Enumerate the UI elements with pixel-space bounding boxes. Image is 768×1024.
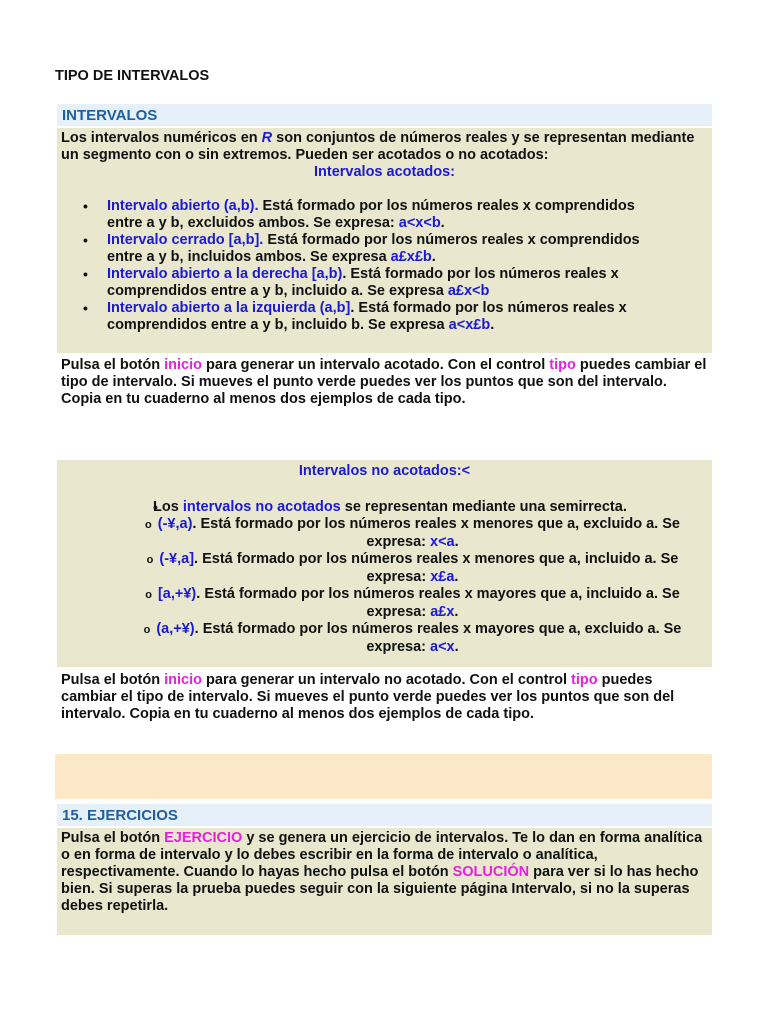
punctuation: .	[454, 569, 459, 585]
instruction-text: Pulsa el botón	[61, 672, 165, 688]
list-item	[57, 198, 672, 232]
interval-expression: a£x	[430, 604, 455, 620]
interval-description: . Está formado por los números reales x mayores que a, incluido a. Se expresa:	[196, 586, 680, 620]
tipo-control-ref: tipo	[549, 357, 576, 373]
ejercicios-text: y se genera un ejercicio de intervalos. Te lo dan en forma analítica o en forma de intervalo y lo debes escribir en la forma de intervalo o analítica, respectivamente. Cuando lo hayas hecho pulsa el botón	[61, 830, 703, 880]
no-acotados-title: Intervalos no acotados:<	[298, 463, 471, 479]
instruction-no-acotados	[61, 672, 709, 723]
interval-name: Intervalo abierto (a,b).	[107, 198, 259, 214]
interval-name: Intervalo abierto a la izquierda (a,b]	[107, 300, 351, 316]
interval-expression: a<x£b	[448, 317, 491, 333]
punctuation: .	[490, 317, 495, 333]
list-item	[57, 266, 672, 300]
acotados-list	[57, 198, 712, 334]
interval-expression: a£x£b	[390, 249, 432, 265]
interval-name: Intervalo cerrado [a,b].	[107, 232, 264, 248]
circle-bullet-icon: o	[146, 554, 154, 566]
ejercicios-text: Pulsa el botón	[61, 830, 165, 846]
circle-bullet-icon: o	[143, 624, 151, 636]
intro-text-2: son conjuntos de números reales y se representan mediante un segmento con o sin extremos. Pueden ser acotados o no acotados:	[61, 130, 695, 163]
applet-placeholder	[55, 754, 712, 799]
interval-name: Intervalo abierto a la derecha [a,b)	[107, 266, 343, 282]
real-set-symbol: R	[261, 130, 273, 146]
list-item	[127, 621, 698, 656]
tipo-control-ref: tipo	[571, 672, 598, 688]
list-item	[127, 499, 712, 516]
punctuation: .	[454, 534, 459, 550]
interval-name: (-¥,a]	[159, 551, 195, 567]
interval-expression: a<x<b	[398, 215, 441, 231]
circle-bullet-icon: o	[145, 519, 152, 531]
acotados-box	[57, 128, 712, 353]
no-acotados-link: intervalos no acotados	[182, 499, 341, 515]
solucion-button-ref: SOLUCIÓN	[452, 864, 530, 880]
interval-name: (-¥,a)	[157, 516, 193, 532]
bullet-text: se representan mediante una semirrecta.	[340, 499, 627, 515]
intro-paragraph	[57, 128, 712, 164]
interval-description: Está formado por los números reales x comprendidos entre a y b, incluidos ambos. Se expresa	[107, 232, 640, 265]
intro-text-1: Los intervalos numéricos en	[61, 130, 262, 146]
no-acotados-box	[57, 460, 712, 667]
list-item	[57, 232, 672, 266]
list-item	[127, 516, 698, 551]
list-item	[57, 300, 672, 334]
inicio-button-ref: inicio	[164, 672, 202, 688]
page-title: TIPO DE INTERVALOS	[55, 68, 210, 84]
interval-name: [a,+¥)	[157, 586, 197, 602]
interval-description: . Está formado por los números reales x mayores que a, excluido a. Se expresa:	[194, 621, 682, 655]
acotados-title: Intervalos acotados:	[313, 164, 455, 180]
interval-name: (a,+¥)	[156, 621, 195, 637]
inicio-button-ref: inicio	[164, 357, 202, 373]
interval-expression: x£a	[430, 569, 455, 585]
list-item	[127, 586, 698, 621]
interval-description: Está formado por los números reales x comprendidos entre a y b, excluidos ambos. Se expresa:	[107, 198, 635, 231]
interval-expression: a<x	[430, 639, 455, 655]
interval-description: . Está formado por los números reales x comprendidos entre a y b, incluido b. Se expresa	[107, 300, 627, 333]
punctuation: .	[440, 215, 445, 231]
bullet-text: Los	[153, 499, 183, 515]
interval-expression: x<a	[430, 534, 455, 550]
section-header-ejercicios	[57, 804, 712, 826]
instruction-acotados	[61, 357, 709, 408]
ejercicios-box	[57, 828, 712, 935]
instruction-text: para generar un intervalo acotado. Con el control	[202, 357, 550, 373]
list-item	[127, 551, 698, 586]
no-acotados-list	[57, 499, 712, 516]
ejercicios-text: para ver si lo has hecho bien. Si superas la prueba puedes seguir con la siguiente página Intervalo, si no la superas debes repetirla.	[61, 864, 699, 914]
punctuation: .	[431, 249, 436, 265]
interval-description: . Está formado por los números reales x menores que a, excluido a. Se expresa:	[192, 516, 680, 550]
circle-bullet-icon: o	[145, 589, 152, 601]
instruction-text: Pulsa el botón	[61, 357, 165, 373]
ejercicios-paragraph	[57, 828, 712, 915]
instruction-text: para generar un intervalo no acotado. Con el control	[202, 672, 572, 688]
no-acotados-sublist	[57, 516, 712, 656]
interval-expression: a£x<b	[447, 283, 490, 299]
punctuation: .	[454, 604, 459, 620]
section-header-label: INTERVALOS	[62, 107, 158, 124]
ejercicio-button-ref: EJERCICIO	[164, 830, 243, 846]
interval-description: . Está formado por los números reales x menores que a, incluido a. Se expresa:	[194, 551, 679, 585]
section-header-intervalos	[57, 104, 712, 126]
instruction-text: puedes cambiar el tipo de intervalo. Si mueves el punto verde puedes ver los puntos que son del intervalo. Copia en tu cuaderno al menos dos ejemplos de cada tipo.	[61, 672, 675, 722]
punctuation: .	[454, 639, 459, 655]
interval-description: . Está formado por los números reales x comprendidos entre a y b, incluido a. Se expresa	[107, 266, 619, 299]
section-header-label: 15. EJERCICIOS	[62, 807, 178, 824]
instruction-text: puedes cambiar el tipo de intervalo. Si mueves el punto verde puedes ver los puntos que son del intervalo. Copia en tu cuaderno al menos dos ejemplos de cada tipo.	[61, 357, 707, 407]
